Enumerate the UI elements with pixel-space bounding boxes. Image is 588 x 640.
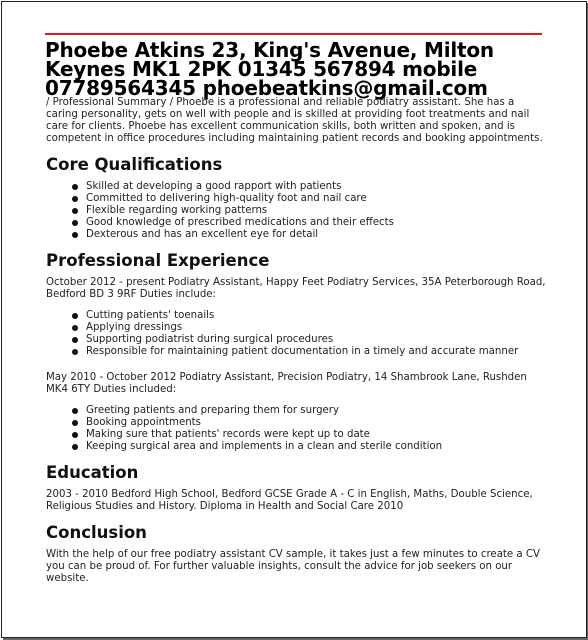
list-item: Booking appointments — [86, 417, 546, 429]
core-qualifications-heading: Core Qualifications — [46, 155, 223, 174]
list-item: Skilled at developing a good rapport with patients — [86, 181, 546, 193]
list-item: Committed to delivering high-quality foot and nail care — [86, 193, 546, 205]
core-qualifications-list — [46, 181, 546, 241]
list-item: Supporting podiatrist during surgical procedures — [86, 334, 546, 346]
list-item: Greeting patients and preparing them for surgery — [86, 405, 546, 417]
job-description: October 2012 - present Podiatry Assistant, Happy Feet Podiatry Services, 35A Peterborough Road, Bedford BD 3 9RF Duties include: — [46, 277, 546, 300]
list-item: Keeping surgical area and implements in a clean and sterile condition — [86, 441, 546, 453]
accent-rule — [45, 33, 542, 35]
job-description: May 2010 - October 2012 Podiatry Assistant, Precision Podiatry, 14 Shambrook Lane, Rushden MK4 6TY Duties included: — [46, 372, 527, 395]
cv-page — [1, 1, 587, 638]
cv-body — [46, 97, 546, 585]
education-text: 2003 - 2010 Bedford High School, Bedford GCSE Grade A - C in English, Maths, Double Science, Religious Studies and History. Diploma in Health and Social Care 2010 — [46, 489, 533, 512]
list-item: Responsible for maintaining patient documentation in a timely and accurate manner — [86, 346, 546, 358]
list-item: Cutting patients' toenails — [86, 310, 546, 322]
job-duties-list — [46, 405, 546, 453]
list-item: Dexterous and has an excellent eye for detail — [86, 229, 546, 241]
conclusion-heading: Conclusion — [46, 523, 147, 542]
list-item: Making sure that patients' records were kept up to date — [86, 429, 546, 441]
job-duties-list — [46, 310, 546, 358]
education-heading: Education — [46, 463, 139, 482]
professional-experience-heading: Professional Experience — [46, 251, 270, 270]
header-line-2: Keynes MK1 2PK 01345 567894 mobile — [45, 57, 478, 81]
professional-summary: / Professional Summary / Phoebe is a professional and reliable podiatry assistant. She has a caring personality, gets on well with people and is skilled at providing foot treatments and nail care for clients. Phoebe has excellent communication skills, both written and spoken, and is competent in office procedures including maintaining patient records and booking appointments. — [46, 97, 543, 144]
list-item: Flexible regarding working patterns — [86, 205, 546, 217]
list-item: Applying dressings — [86, 322, 546, 334]
conclusion-text: With the help of our free podiatry assistant CV sample, it takes just a few minutes to create a CV you can be proud of. For further valuable insights, consult the advice for job seekers on our website. — [46, 549, 540, 584]
list-item: Good knowledge of prescribed medications and their effects — [86, 217, 546, 229]
header-line-3: 07789564345 phoebeatkins@gmail.com — [45, 76, 488, 100]
header-line-1: Phoebe Atkins 23, King's Avenue, Milton — [45, 38, 494, 62]
cv-header — [45, 38, 545, 100]
